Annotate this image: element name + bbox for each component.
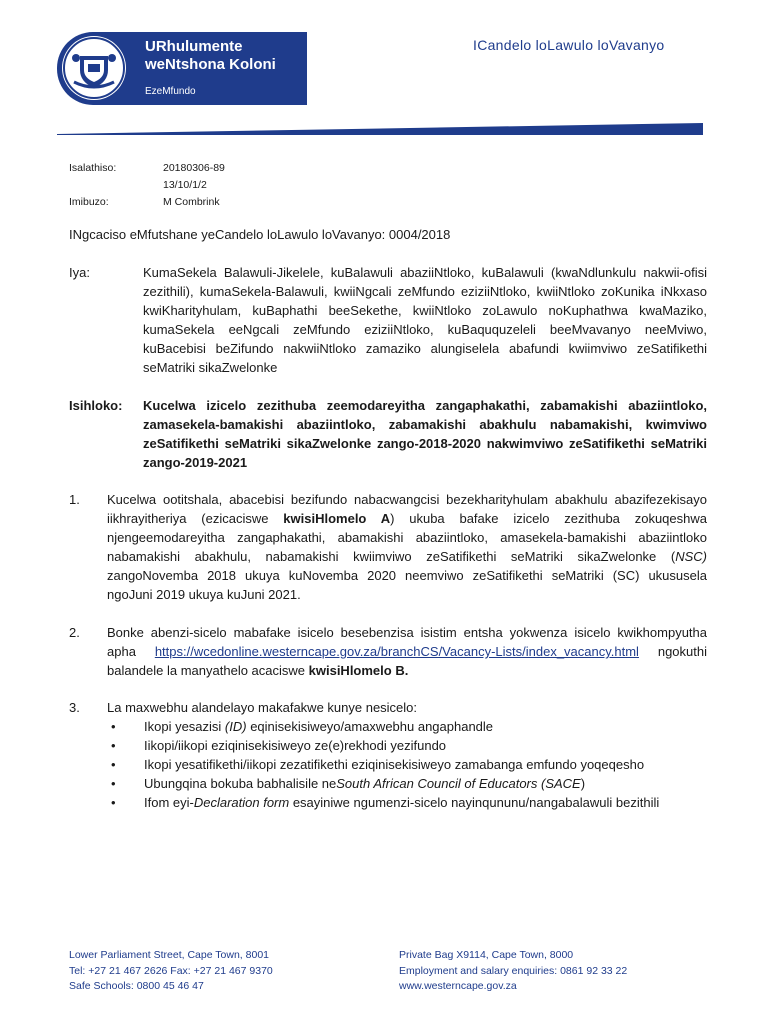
- footer-left: [69, 948, 273, 995]
- reference-value-1: 20180306-89: [163, 162, 225, 174]
- footer-website[interactable]: www.westerncape.gov.za: [399, 980, 517, 992]
- b5-a: Ifom eyi-: [144, 795, 194, 810]
- footer-enquiries: Employment and salary enquiries: 0861 92 33 22: [399, 964, 628, 977]
- list-item: [107, 774, 707, 793]
- item-1-annex-a: kwisiHlomelo A: [283, 511, 391, 526]
- item-3-number: 3.: [69, 700, 80, 715]
- b5-b: Declaration form: [193, 795, 290, 810]
- reference-block: [69, 160, 225, 211]
- documents-list: [107, 717, 707, 812]
- list-item: [107, 717, 707, 736]
- list-item: • Ikopi yesatifikethi/iikopi zezatifikethi eziqinisekisiweyo zamabanga emfundo yoqeqesho: [107, 755, 707, 774]
- item-1-number: 1.: [69, 492, 80, 507]
- subject-text: Kucelwa izicelo zezithuba zeemodareyitha zangaphakathi, zabamakishi abaziintloko, zamasekela-bamakishi abaziintloko, zabamakishi abakhulu nabamakishi, kwimviwo zeSatifikethi seMatriki sikaZwelonke zango-2018-2020 nakwimviwo zeSatifikethi seMatriki zango-2019-2021: [143, 398, 707, 470]
- b4-c: ): [580, 776, 586, 791]
- subject-label: Isihloko:: [69, 398, 123, 413]
- footer-phone: Tel: +27 21 467 2626 Fax: +27 21 467 9370: [69, 964, 273, 977]
- item-2-part2: ngokuthi balandele la manyathelo acaciswe: [107, 644, 707, 678]
- department-name: EzeMfundo: [145, 86, 196, 97]
- footer-address: Lower Parliament Street, Cape Town, 8001: [69, 949, 270, 961]
- b4-a: Ubungqina bokuba babhalisile ne: [144, 776, 337, 791]
- item-2-number: 2.: [69, 625, 80, 640]
- reference-value-2: 13/10/1/2: [163, 179, 207, 191]
- enquiries-value: M Combrink: [163, 196, 220, 208]
- vacancy-link[interactable]: https://wcedonline.westerncape.gov.za/branchCS/Vacancy-Lists/index_vacancy.html: [154, 644, 639, 659]
- b1-b: (ID): [224, 719, 247, 734]
- gov-line-1: URhulumente: [145, 38, 243, 55]
- coat-of-arms-icon: [62, 36, 126, 100]
- coat-of-arms-emblem: [62, 36, 126, 100]
- item-1-part3: ) ukuba bafake izicelo zezithuba zokuqeshwa njengeemodareyitha zangaphakathi, abamakishi abaziintloko, amasekela-bamakishi abaziintloko nabamakishi abakhulu, nabamakishi kwiimviwo zeSatifikethi seMatriki sikaZwelonke (: [107, 511, 707, 564]
- b1-a: Ikopi yesazisi: [144, 719, 225, 734]
- item-3-block: [107, 698, 707, 812]
- item-1-nsc: NSC): [675, 549, 707, 564]
- list-item: [107, 793, 707, 812]
- item-2-annex-b: kwisiHlomelo B.: [308, 663, 409, 678]
- gov-line-2: weNtshona Koloni: [145, 56, 276, 73]
- item-1-part1: Kucelwa ootitshala, abacebisi bezifundo nabacwangcisi bezekharityhulam abakhulu abazifezekisayo iikhrayitheriya (ezicaciswe: [107, 492, 707, 526]
- header-divider: [57, 123, 703, 135]
- footer-postal: Private Bag X9114, Cape Town, 8000: [399, 949, 574, 961]
- item-2-part1: Bonke abenzi-sicelo mabafake isicelo besebenzisa isistim entsha yokwenza isicelo kwikhompyutha apha: [107, 625, 707, 659]
- enquiries-label: Imibuzo:: [69, 196, 109, 208]
- to-label: Iya:: [69, 265, 90, 280]
- footer-safe-schools: Safe Schools: 0800 45 46 47: [69, 980, 204, 992]
- item-1-part5: zangoNovemba 2018 ukuya kuNovemba 2020 neemviwo zeSatifikethi seMatriki (SC) ukususela ngoJuni 2019 ukuya kuJuni 2021.: [107, 568, 707, 602]
- government-name: [145, 38, 276, 74]
- to-recipients: KumaSekela Balawuli-Jikelele, kuBalawuli abaziiNtloko, kuBalawuli (kwaNdlunkulu nakwii-ofisi zezithili), kumaSekela-Balawuli, kwiiNgcali zeMfundo eziziiNtloko, kwiiNtloko zoKunika iNkxaso kwiKharityhulam, kuBaphathi beeSekethe, kwiiNtloko zoLawulo noKuphathwa kwaMaziko, kumaSekela eeNgcali zeMfundo eziziiNtloko, kuBaququzeleli beeMvavanyo neeMviwo, kuBacebisi beZifundo nakwiiNtloko zamaziko alungiselela abafundi kwiimviwo zeSatifikethi seMatriki sikaZwelonke: [143, 265, 707, 375]
- b4-b: South African Council of Educators (SACE: [336, 776, 581, 791]
- b5-c: esayiniwe ngumenzi-sicelo nayinqununu/nangabalawuli bezithili: [289, 795, 660, 810]
- footer-right: [399, 948, 627, 995]
- item-1-text: [107, 490, 707, 604]
- reference-label: Isalathiso:: [69, 162, 117, 174]
- directorate-name: ICandelo loLawulo loVavanyo: [473, 37, 665, 53]
- document-title: INgcaciso eMfutshane yeCandelo loLawulo loVavanyo: 0004/2018: [69, 227, 451, 242]
- item-3-intro: La maxwebhu alandelayo makafakwe kunye nesicelo:: [107, 700, 418, 715]
- list-item: • Iikopi/iikopi eziqinisekisiweyo ze(e)rekhodi yezifundo: [107, 736, 707, 755]
- item-2-text: [107, 623, 707, 680]
- b1-c: eqinisekisiweyo/amaxwebhu angaphandle: [246, 719, 494, 734]
